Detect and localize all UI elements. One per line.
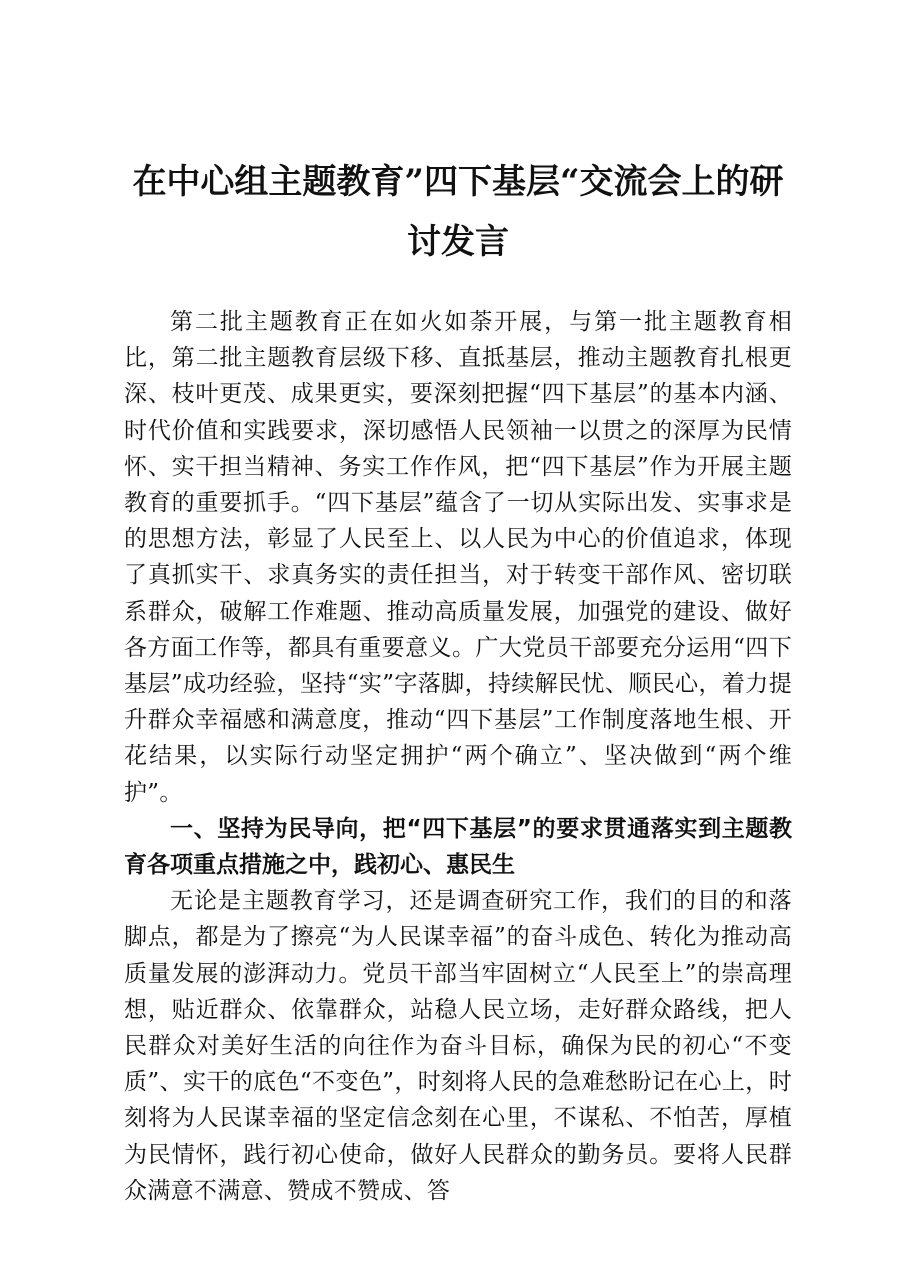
document-title-line-2: 讨发言 xyxy=(407,222,509,262)
section-heading-1: 一、坚持为民导向，把“四下基层”的要求贯通落实到主题教育各项重点措施之中，践初心、惠民生 xyxy=(124,815,792,879)
paragraph-intro: 第二批主题教育正在如火如荼开展，与第一批主题教育相比，第二批主题教育层级下移、直抵基层，推动主题教育扎根更深、枝叶更茂、成果更实，要深刻把握“四下基层”的基本内涵、时代价值和实践要求，深切感悟人民领袖一以贯之的深厚为民情怀、实干担当精神、务实工作作风，把“四下基层”作为开展主题教育的重要抓手。“四下基层”蕴含了一切从实际出发、实事求是的思想方法，彰显了人民至上、以人民为中心的价值追求，体现了真抓实干、求真务实的责任担当，对于转变干部作风、密切联系群众，破解工作难题、推动高质量发展，加强党的建设、做好各方面工作等，都具有重要意义。广大党员干部要充分运用“四下基层”成功经验，坚持“实”字落脚，持续解民忧、顺民心，着力提升群众幸福感和满意度，推动“四下基层”工作制度落地生根、开花结果，以实际行动坚定拥护“两个确立”、坚决做到“两个维护”。 xyxy=(124,309,792,806)
document-title-line-1: 在中心组主题教育”四下基层“交流会上的研 xyxy=(132,162,784,202)
paragraph-section-1: 无论是主题教育学习，还是调查研究工作，我们的目的和落脚点，都是为了擦亮“为人民谋幸福”的奋斗成色、转化为推动高质量发展的澎湃动力。党员干部当牢固树立“人民至上”的崇高理想，贴近群众、依靠群众，站稳人民立场，走好群众路线，把人民群众对美好生活的向往作为奋斗目标，确保为民的初心“不变质”、实干的底色“不变色”，时刻将人民的急难愁盼记在心上，时刻将为人民谋幸福的坚定信念刻在心里，不谋私、不怕苦，厚植为民情怀，践行初心使命，做好人民群众的勤务员。要将人民群众满意不满意、赞成不赞成、答 xyxy=(124,888,792,1204)
document-body xyxy=(124,304,792,1209)
